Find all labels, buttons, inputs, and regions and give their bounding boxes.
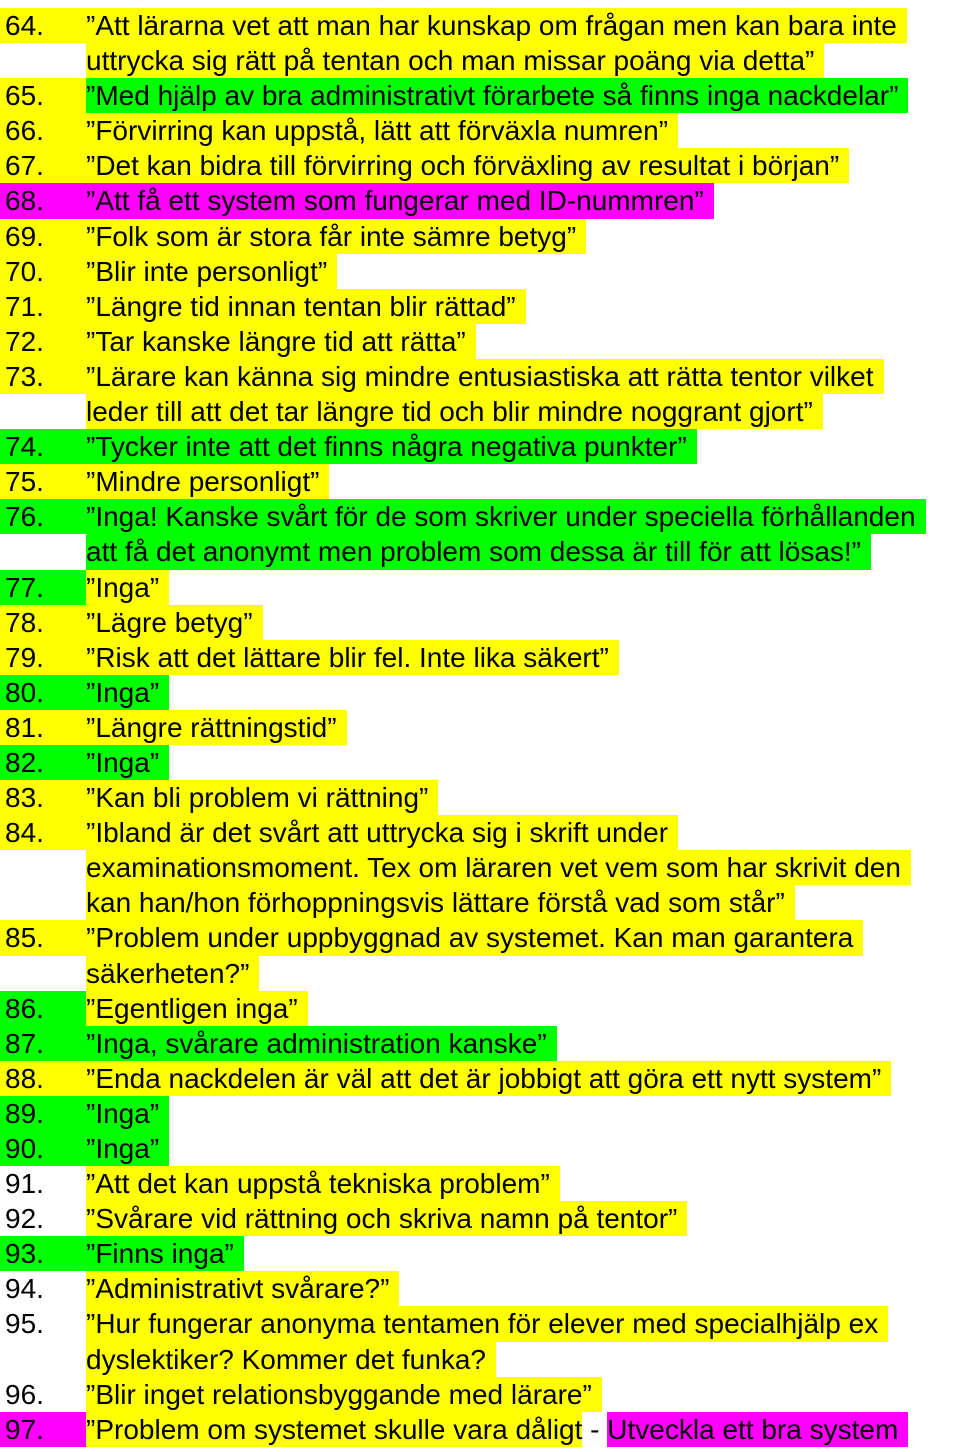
item-text-line [86,1201,960,1236]
item-text-column [86,1201,960,1236]
highlighted-text: ”Ibland är det svårt att uttrycka sig i skrift under [86,815,678,850]
list-item [0,570,960,605]
highlighted-text: ”Förvirring kan uppstå, lätt att förväxla numren” [86,113,678,148]
item-number: 84. [0,815,86,850]
item-text-column [86,8,960,78]
highlighted-text: ”Att få ett system som fungerar med ID-nummren” [86,183,714,218]
item-text-column [86,429,960,464]
highlighted-text: ”Det kan bidra till förvirring och förväxling av resultat i början” [86,148,849,183]
list-item [0,1096,960,1131]
item-text-column [86,640,960,675]
list-item [0,1412,960,1447]
item-text-line [86,183,960,218]
list-item [0,359,960,429]
highlighted-text: ”Enda nackdelen är väl att det är jobbigt att göra ett nytt system” [86,1061,891,1096]
item-text-line [86,534,960,569]
list-item [0,183,960,218]
item-number-column [0,1026,86,1061]
item-text-line [86,324,960,359]
highlighted-text: - [582,1413,608,1445]
item-number: 88. [0,1061,86,1096]
item-text-column [86,1096,960,1131]
item-number-column [0,359,86,429]
item-number: 81. [0,710,86,745]
highlighted-text: ”Blir inget relationsbyggande med lärare” [86,1377,602,1412]
list-item [0,219,960,254]
item-text-column [86,605,960,640]
item-number: 66. [0,113,86,148]
item-number-column [0,499,86,569]
item-text-line [86,359,960,394]
highlighted-text: uttrycka sig rätt på tentan och man missar poäng via detta” [86,43,824,78]
item-text-line [86,1342,960,1377]
item-text-line [86,605,960,640]
list-item [0,289,960,324]
item-number-column [0,570,86,605]
item-text-line [86,1096,960,1131]
item-text-line [86,920,960,955]
list-item [0,1026,960,1061]
highlighted-text: att få det anonymt men problem som dessa är till för att lösas!” [86,534,871,569]
item-number: 67. [0,148,86,183]
item-text-column [86,991,960,1026]
highlighted-text: ”Inga” [86,1131,169,1166]
highlighted-text: ”Lägre betyg” [86,605,263,640]
item-number: 94. [5,1273,44,1305]
highlighted-text: ”Längre rättningstid” [86,710,347,745]
item-text-line [86,429,960,464]
item-text-column [86,815,960,920]
item-number-column [0,920,86,990]
item-number-column [0,429,86,464]
item-text-column [86,570,960,605]
item-number-column [0,254,86,289]
item-text-column [86,499,960,569]
item-number-column [0,1236,86,1271]
item-text-column [86,1166,960,1201]
list-item [0,710,960,745]
item-number-column [0,1201,86,1236]
item-text-column [86,78,960,113]
item-number: 71. [0,289,86,324]
list-item [0,78,960,113]
item-text-column [86,1271,960,1306]
item-text-column [86,1131,960,1166]
highlighted-text: ”Svårare vid rättning och skriva namn på tentor” [86,1201,687,1236]
item-number-column [0,219,86,254]
highlighted-text: säkerheten?” [86,956,259,991]
list-item [0,1061,960,1096]
item-text-line [86,43,960,78]
item-number: 83. [0,780,86,815]
list-item [0,675,960,710]
list-item [0,780,960,815]
item-text-line [86,815,960,850]
list-item [0,464,960,499]
item-number: 69. [0,219,86,254]
highlighted-text: ”Mindre personligt” [86,464,329,499]
item-number-column [0,113,86,148]
item-text-column [86,710,960,745]
item-text-line [86,113,960,148]
highlighted-text: ”Att det kan uppstå tekniska problem” [86,1166,560,1201]
item-text-column [86,745,960,780]
item-number-column [0,1096,86,1131]
list-item [0,1377,960,1412]
item-text-line [86,1026,960,1061]
item-text-line [86,1236,960,1271]
item-text-line [86,780,960,815]
highlighted-text: ”Inga! Kanske svårt för de som skriver under speciella förhållanden [86,499,926,534]
item-text-line [86,1131,960,1166]
list-item [0,815,960,920]
item-text-column [86,1377,960,1412]
highlighted-text: ”Blir inte personligt” [86,254,337,289]
item-number: 75. [0,464,86,499]
list-item [0,254,960,289]
item-text-column [86,920,960,990]
item-text-line [86,148,960,183]
item-text-line [86,710,960,745]
item-number-column [0,78,86,113]
item-text-column [86,359,960,429]
highlighted-text: ”Längre tid innan tentan blir rättad” [86,289,526,324]
highlighted-text: ”Inga” [86,745,169,780]
item-text-line [86,1377,960,1412]
item-text-line [86,640,960,675]
highlighted-text: ”Problem om systemet skulle vara dåligt [86,1412,582,1447]
item-number-column [0,1061,86,1096]
item-number-column [0,780,86,815]
list-item [0,8,960,78]
item-text-line [86,1061,960,1096]
item-number-column [0,815,86,920]
item-number: 86. [0,991,86,1026]
item-number: 89. [0,1096,86,1131]
item-number: 92. [5,1203,44,1235]
item-text-line [86,1166,960,1201]
item-number-column [0,991,86,1026]
list-item [0,1236,960,1271]
item-text-column [86,113,960,148]
item-number-column [0,324,86,359]
highlighted-text: examinationsmoment. Tex om läraren vet vem som har skrivit den [86,850,911,885]
item-text-column [86,464,960,499]
item-text-column [86,675,960,710]
highlighted-text: ”Inga” [86,570,169,605]
item-text-line [86,745,960,780]
item-number: 95. [5,1308,44,1340]
item-number: 73. [0,359,86,394]
item-number: 68. [0,183,86,218]
highlighted-text: ”Egentligen inga” [86,991,308,1026]
item-number: 72. [0,324,86,359]
item-text-column [86,148,960,183]
item-number: 76. [0,499,86,534]
item-number-column [0,1377,86,1412]
highlighted-text: ”Problem under uppbyggnad av systemet. Kan man garantera [86,920,863,955]
list-item [0,920,960,990]
item-text-column [86,1061,960,1096]
highlighted-text: leder till att det tar längre tid och blir mindre noggrant gjort” [86,394,823,429]
item-text-column [86,289,960,324]
item-text-line [86,570,960,605]
item-number: 64. [0,8,86,43]
list-item [0,429,960,464]
highlighted-text: ”Med hjälp av bra administrativt förarbete så finns inga nackdelar” [86,78,908,113]
item-text-line [86,8,960,43]
item-number-column [0,640,86,675]
item-number: 91. [5,1168,44,1200]
item-text-line [86,1271,960,1306]
highlighted-text: ”Att lärarna vet att man har kunskap om frågan men kan bara inte [86,8,907,43]
item-number-column [0,464,86,499]
item-text-column [86,1412,960,1447]
item-text-line [86,885,960,920]
item-number-column [0,1412,86,1447]
list-item [0,1306,960,1376]
item-text-column [86,780,960,815]
list-item [0,1131,960,1166]
highlighted-text: ”Finns inga” [86,1236,244,1271]
item-text-line [86,991,960,1026]
item-text-line [86,850,960,885]
highlighted-text: ”Folk som är stora får inte sämre betyg” [86,219,586,254]
item-number-column [0,1306,86,1376]
item-number: 80. [0,675,86,710]
item-text-line [86,499,960,534]
highlighted-text: ”Inga, svårare administration kanske” [86,1026,557,1061]
item-text-column [86,324,960,359]
list-item [0,991,960,1026]
highlighted-text: ”Inga” [86,675,169,710]
highlighted-text: ”Inga” [86,1096,169,1131]
highlighted-text: Utveckla ett bra system [607,1412,908,1447]
item-text-line [86,254,960,289]
item-text-line [86,289,960,324]
item-number: 77. [0,570,86,605]
highlighted-text: dyslektiker? Kommer det funka? [86,1342,496,1377]
item-text-column [86,219,960,254]
item-number: 93. [0,1236,86,1271]
highlighted-text: ”Lärare kan känna sig mindre entusiastiska att rätta tentor vilket [86,359,884,394]
item-text-column [86,1026,960,1061]
item-number: 85. [0,920,86,955]
list-item [0,324,960,359]
item-text-line [86,675,960,710]
item-text-line [86,394,960,429]
list-item [0,640,960,675]
list-item [0,745,960,780]
item-number: 79. [0,640,86,675]
list-item [0,148,960,183]
item-number-column [0,675,86,710]
highlighted-text: ”Hur fungerar anonyma tentamen för elever med specialhjälp ex [86,1306,888,1341]
item-number-column [0,1166,86,1201]
item-number: 90. [0,1131,86,1166]
item-number: 87. [0,1026,86,1061]
item-text-column [86,1236,960,1271]
item-number-column [0,289,86,324]
item-text-line [86,1306,960,1341]
item-text-line [86,78,960,113]
item-number-column [0,183,86,218]
item-number-column [0,8,86,78]
item-text-column [86,1306,960,1376]
item-number: 97. [0,1412,86,1447]
document-body [0,8,960,1447]
item-number: 82. [0,745,86,780]
highlighted-text: ”Tycker inte att det finns några negativa punkter” [86,429,697,464]
item-number-column [0,605,86,640]
item-number-column [0,148,86,183]
highlighted-text: ”Kan bli problem vi rättning” [86,780,438,815]
item-number-column [0,1271,86,1306]
item-number-column [0,1131,86,1166]
item-text-column [86,254,960,289]
list-item [0,1166,960,1201]
list-item [0,113,960,148]
item-text-column [86,183,960,218]
list-item [0,1201,960,1236]
item-number: 65. [0,78,86,113]
item-number-column [0,745,86,780]
item-text-line [86,956,960,991]
list-item [0,1271,960,1306]
list-item [0,499,960,569]
item-text-line [86,219,960,254]
item-text-line [86,464,960,499]
highlighted-text: ”Tar kanske längre tid att rätta” [86,324,476,359]
highlighted-text: ”Risk att det lättare blir fel. Inte lika säkert” [86,640,619,675]
item-number-column [0,710,86,745]
highlighted-text: ”Administrativt svårare?” [86,1271,399,1306]
item-number: 74. [0,429,86,464]
item-text-line [86,1412,960,1447]
item-number: 96. [5,1378,44,1410]
highlighted-text: kan han/hon förhoppningsvis lättare förstå vad som står” [86,885,795,920]
list-item [0,605,960,640]
item-number: 70. [0,254,86,289]
item-number: 78. [0,605,86,640]
